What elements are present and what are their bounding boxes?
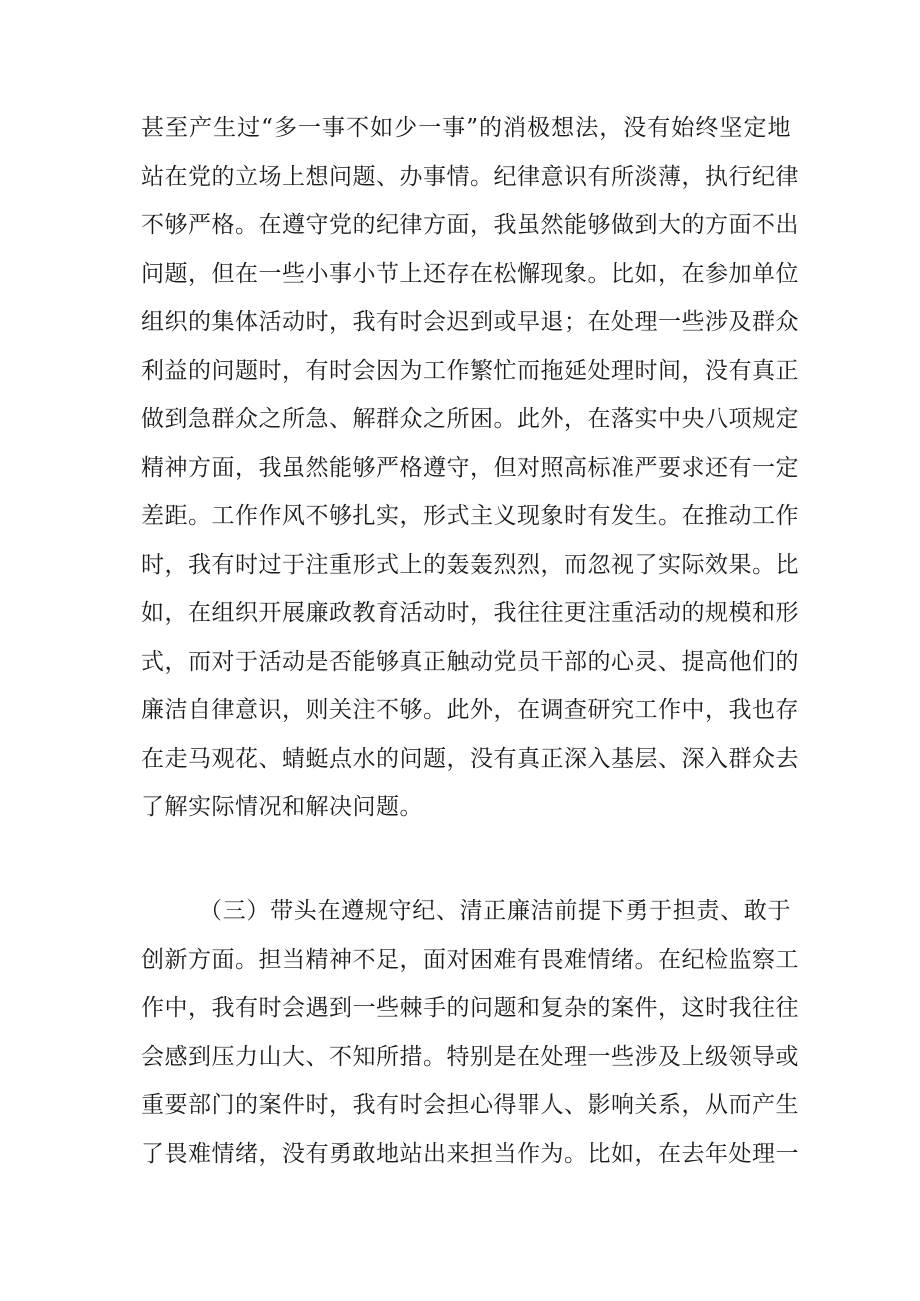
text-line: 廉洁自律意识，则关注不够。此外，在调查研究工作中，我也存	[141, 697, 799, 723]
text-line: 了解实际情况和解决问题。	[141, 794, 423, 820]
text-line: 时，我有时过于注重形式上的轰轰烈烈，而忽视了实际效果。比	[141, 551, 799, 578]
text-line: 甚至产生过“多一事不如少一事”的消极想法，没有始终坚定地	[141, 115, 791, 141]
text-line: 利益的问题时，有时会因为工作繁忙而拖延处理时间，没有真正	[141, 357, 799, 384]
text-line: 重要部门的案件时，我有时会担心得罪人、影响关系，从而产生	[141, 1092, 799, 1118]
text-line: 组织的集体活动时，我有时会迟到或早退；在处理一些涉及群众	[141, 309, 799, 335]
text-line: 了畏难情绪，没有勇敢地站出来担当作为。比如，在去年处理一	[141, 1140, 799, 1167]
text-line: 精神方面，我虽然能够严格遵守，但对照高标准严要求还有一定	[141, 454, 799, 481]
text-line: 不够严格。在遵守党的纪律方面，我虽然能够做到大的方面不出	[141, 212, 799, 238]
text-line: 问题，但在一些小事小节上还存在松懈现象。比如，在参加单位	[141, 260, 799, 287]
text-line: 会感到压力山大、不知所措。特别是在处理一些涉及上级领导或	[141, 1043, 799, 1070]
text-line: 如，在组织开展廉政教育活动时，我往往更注重活动的规模和形	[141, 600, 799, 626]
text-line: 在走马观花、蜻蜓点水的问题，没有真正深入基层、深入群众去	[141, 745, 799, 772]
paragraph-discipline-and-work-style	[141, 104, 799, 832]
paragraph-section-three	[141, 887, 799, 1178]
text-line: 差距。工作作风不够扎实，形式主义现象时有发生。在推动工作	[141, 503, 799, 529]
text-line: 作中，我有时会遇到一些棘手的问题和复杂的案件，这时我往往	[141, 995, 799, 1021]
text-line: 创新方面。担当精神不足，面对困难有畏难情绪。在纪检监察工	[141, 946, 799, 973]
text-line: 站在党的立场上想问题、办事情。纪律意识有所淡薄，执行纪律	[141, 163, 799, 190]
section-heading-line: （三）带头在遵规守纪、清正廉洁前提下勇于担责、敢于	[199, 898, 791, 924]
text-line: 式，而对于活动是否能够真正触动党员干部的心灵、提高他们的	[141, 648, 799, 675]
text-line: 做到急群众之所急、解群众之所困。此外，在落实中央八项规定	[141, 406, 799, 432]
